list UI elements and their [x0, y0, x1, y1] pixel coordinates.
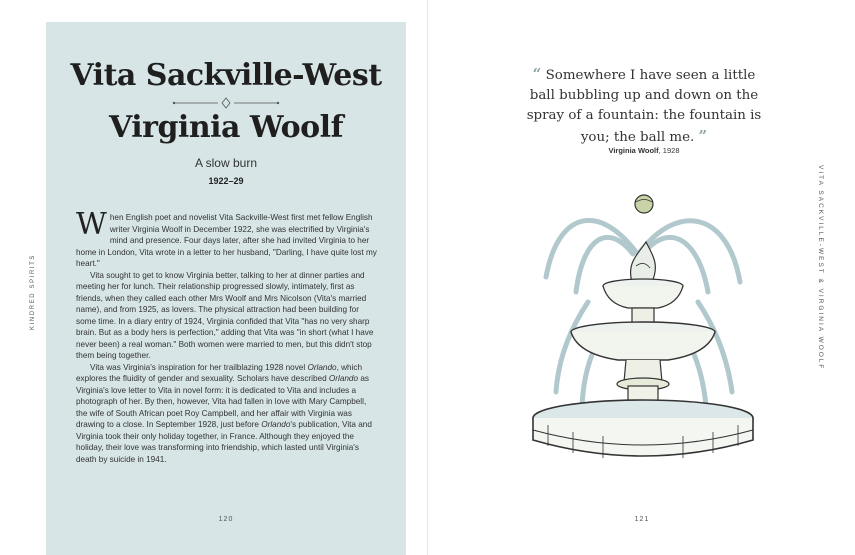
- paragraph-3-part-a: Vita was Virginia's inspiration for her trailblazing 1928 novel: [90, 362, 308, 372]
- subtitle: A slow burn: [194, 156, 258, 170]
- left-page: [0, 0, 427, 555]
- divider-ornament-icon: [172, 96, 280, 110]
- open-quote-mark: “: [532, 65, 542, 83]
- drop-cap: W: [76, 207, 107, 242]
- running-head-right: [814, 165, 826, 385]
- quote-text: Somewhere I have seen a little ball bubbling up and down on the spray of a fountain: the fountain is you; the ball me.: [526, 68, 762, 145]
- years: 1922–29: [208, 176, 244, 186]
- running-head-left-text: KINDRED SPIRITS: [30, 253, 36, 330]
- orlando-title-3: Orlando: [261, 420, 291, 429]
- attribution-year: , 1928: [658, 146, 680, 155]
- right-page: [428, 0, 855, 555]
- paragraph-3-part-b: , which explores the fluidity of gender and sexuality. Scholars have described: [76, 362, 363, 383]
- orlando-title-2: Orlando: [328, 374, 359, 383]
- page-number-right: 121: [634, 516, 650, 523]
- orlando-title-1: Orlando: [307, 362, 337, 372]
- paragraph-1-text: hen English poet and novelist Vita Sackville-West first met fellow English writer Virginia Woolf in December 1922, she was electrified by Virginia's mind and presence. Four days later, after she had invited Virginia to her home in London, Vita wrote in a letter to her husband, "Darling, I have quite lost my heart.": [76, 213, 377, 268]
- page-number-left: 120: [218, 516, 234, 523]
- fountain-illustration-icon: [528, 182, 758, 467]
- paragraph-3: [76, 362, 378, 466]
- running-head-left: [28, 230, 38, 330]
- paragraph-3-part-c: as Virginia's love letter to Vita in novel form: it is dedicated to Vita and includes a photograph of her. By then, however, Vita had fallen in love with Mary Campbell, the wife of South African poet Roy Campbell, and her affair with Virginia was drawing to a close. In September 1928, just before: [76, 374, 369, 429]
- quote-attribution: [524, 146, 764, 155]
- body-text: [76, 207, 378, 465]
- pull-quote: [524, 64, 764, 148]
- close-quote-mark: ”: [698, 127, 708, 145]
- title-line-2: Virginia Woolf: [109, 110, 343, 145]
- running-head-right-text: VITA SACKVILLE-WEST & VIRGINIA WOOLF: [817, 165, 824, 371]
- attribution-name: Virginia Woolf: [608, 146, 659, 155]
- paragraph-2: Vita sought to get to know Virginia better, talking to her at dinner parties and meeting her for lunch. Their relationship progressed slowly, intimately, first as friends, when they called each other Mrs Woolf and Mrs Nicolson (Vita's married name), and from 1925, as lovers. The physical attraction had been building for some time. In a diary entry of 1924, Virginia confided that Vita "has no very sharp brain. But as a body hers is perfection," adding that Vita was "in short (what I have never been) a real woman." Both women were married to men, but this didn't stop them being together.: [76, 270, 374, 360]
- title-line-1: Vita Sackville-West: [70, 58, 382, 93]
- paragraph-3-part-d: 's publication, Vita and Virginia took their only holiday together, in France. Although they enjoyed the holiday, their love was transforming into friendship, which lasted until Virginia's death by suicide in 1941.: [76, 420, 372, 464]
- paragraph-1: [76, 207, 378, 270]
